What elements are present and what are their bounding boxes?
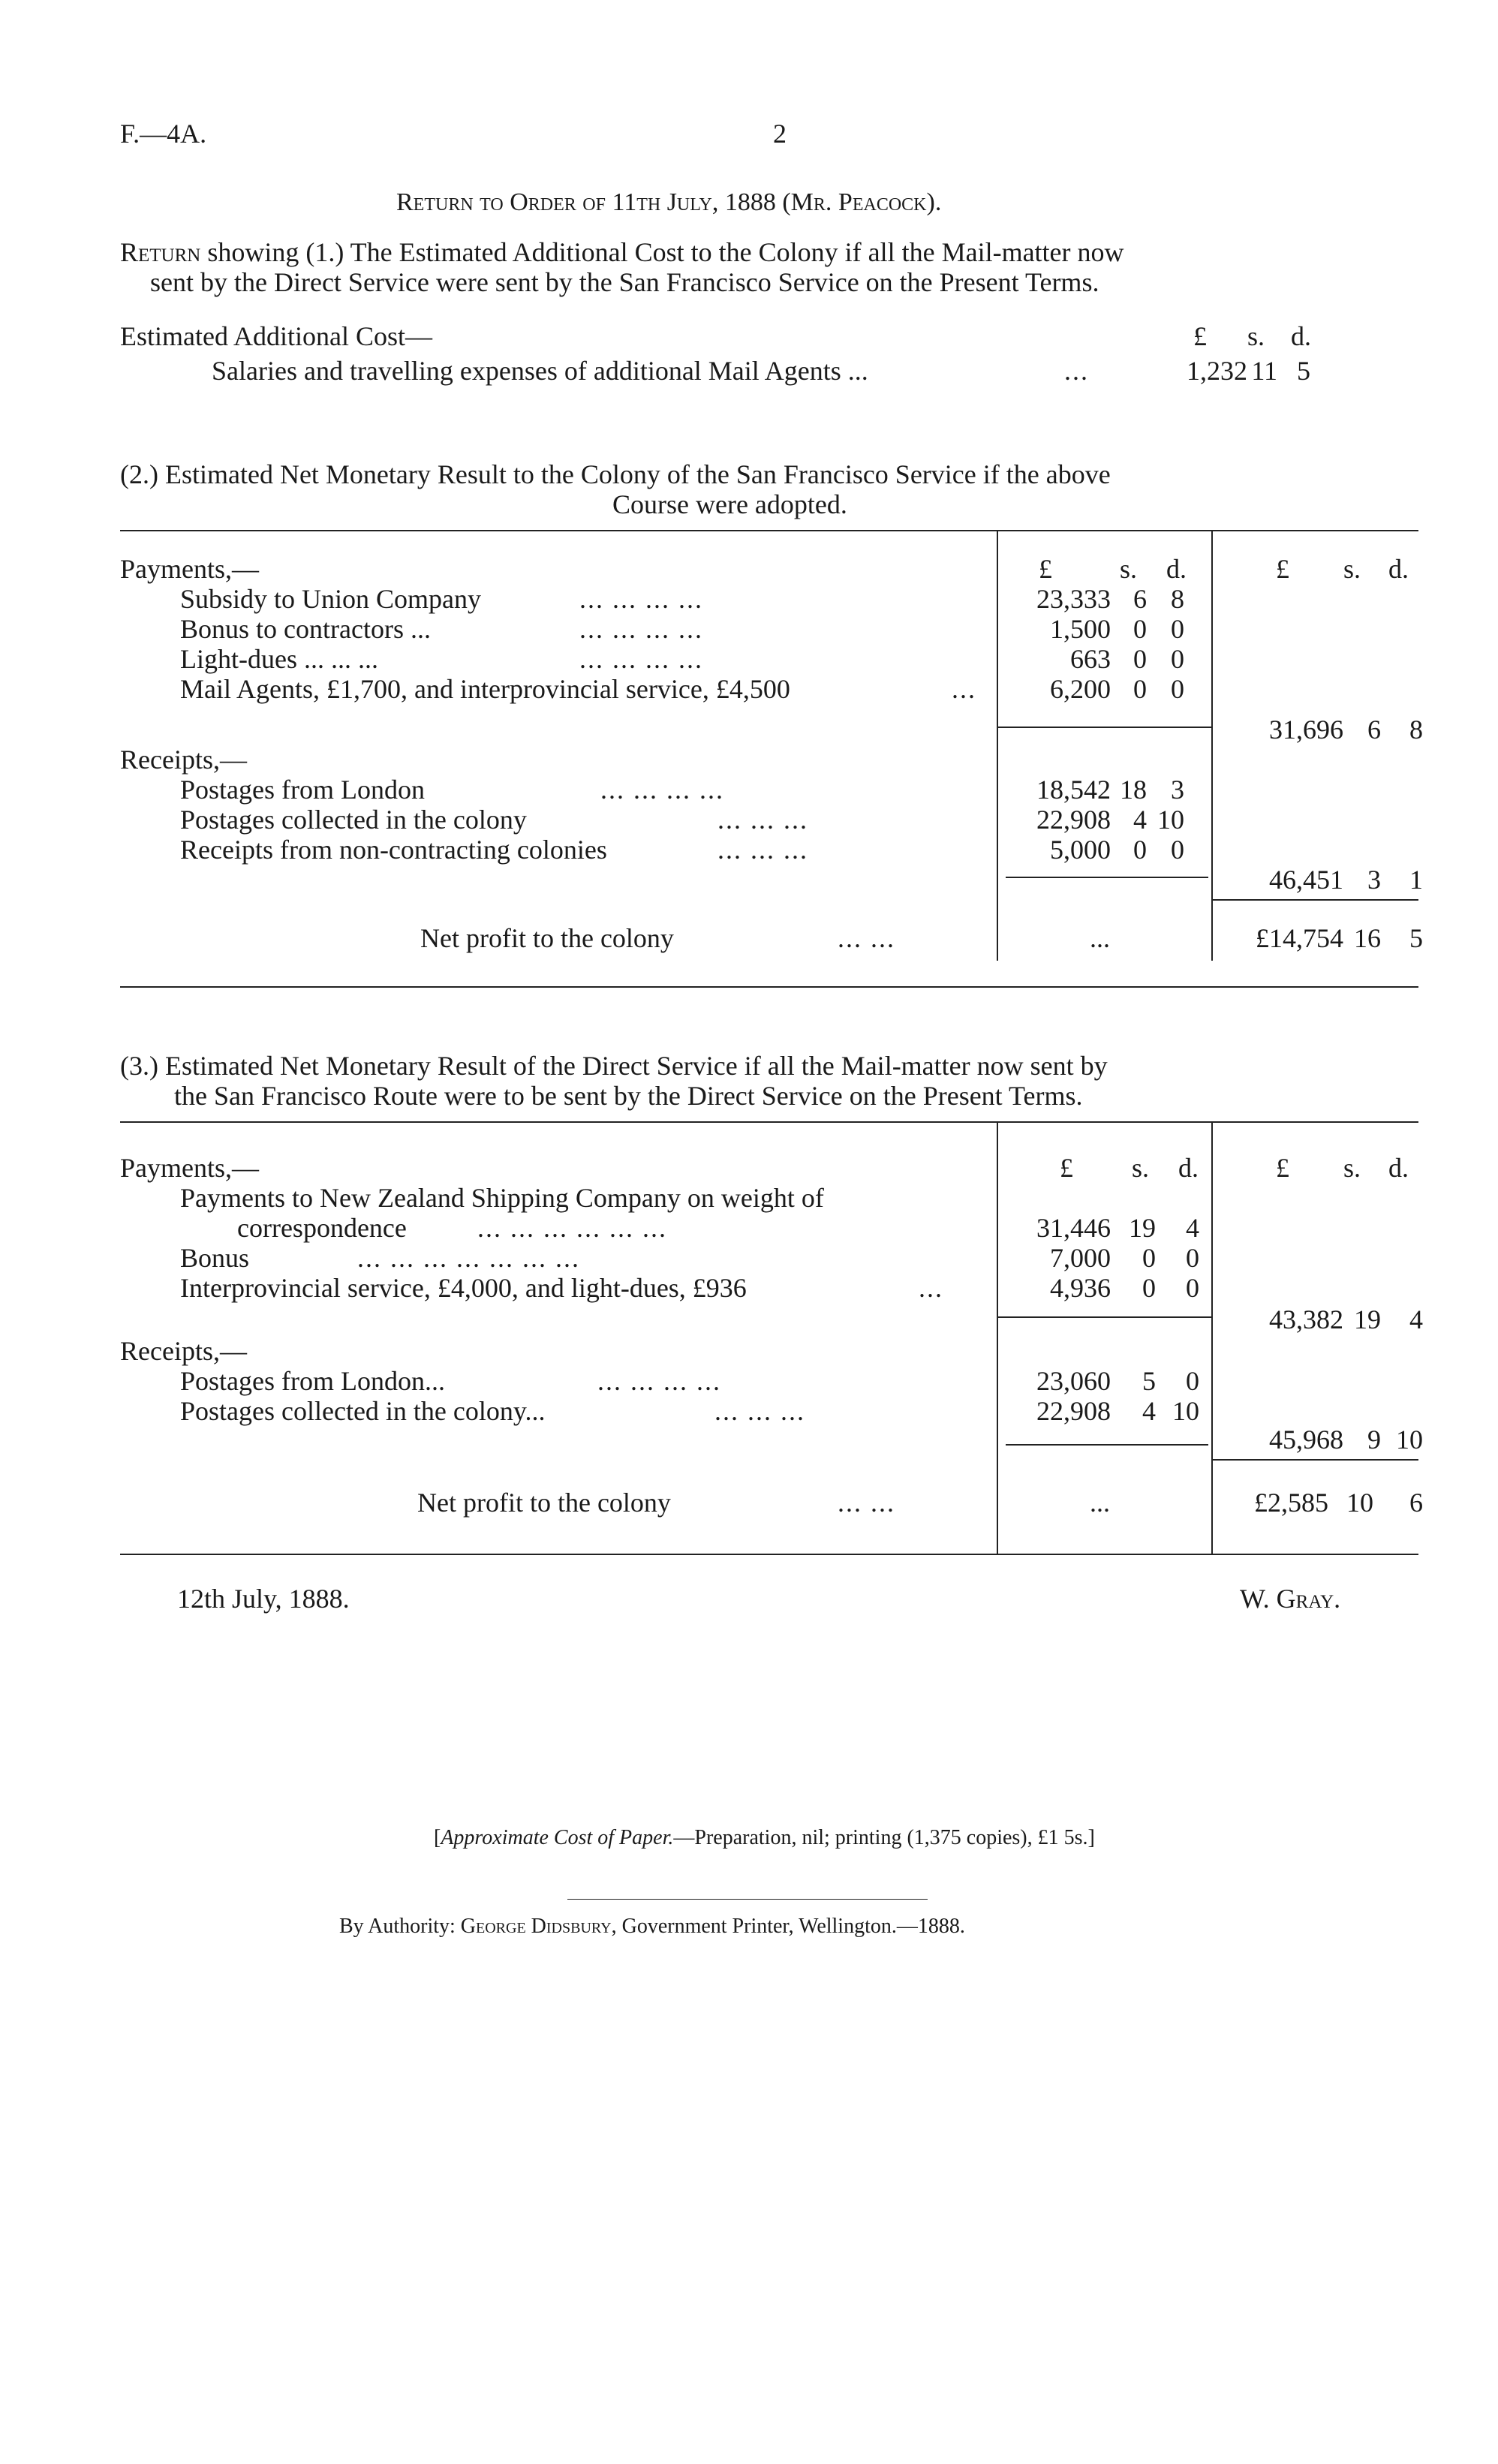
s2-receipt-label: Receipts from non-contracting colonies [180,835,607,865]
s2-receipt-shillings: 4 [1133,805,1147,835]
s2-net-dots: ... ... [838,923,895,953]
s2-receipts-label: Receipts,— [120,745,247,775]
page-number: 2 [773,119,787,149]
s2-payment-shillings: 6 [1133,584,1147,614]
s3-payment-pence: 0 [1186,1243,1199,1273]
s3-bottom-rule [120,1554,1418,1555]
s3-receipt-label: Postages from London... [180,1366,445,1396]
s2-receipt-dots: ... ... ... [717,805,808,835]
cost-of-paper-label: Approximate Cost of Paper. [441,1826,674,1849]
s2-total-rule [1211,899,1418,901]
s3-payment-shillings: 19 [1129,1213,1156,1243]
s2-receipt-shillings: 18 [1120,775,1147,805]
s3-receipt-dots: ... ... ... ... [597,1366,721,1396]
s3-receipt-dots: ... ... ... [714,1396,805,1426]
intro-line-1 [120,237,1124,267]
s3-payments-total-pence: 4 [1409,1304,1423,1334]
intro-text-1: showing (1.) The Estimated Additional Cost to the Colony if all the Mail-matter now [207,237,1124,267]
s3-payment-label: correspondence [237,1213,407,1243]
s3-receipt-pounds: 22,908 [1036,1396,1111,1426]
s3-receipt-label: Postages collected in the colony... [180,1396,546,1426]
s1-pence-header: d. [1291,321,1311,351]
s2-right-shilling-header: s. [1343,554,1361,584]
s3-payment-shillings: 0 [1142,1243,1156,1273]
salaries-dots: ... [1064,356,1089,386]
s3-net-pounds: £2,585 [1254,1488,1328,1518]
s2-payment-pounds: 663 [1070,644,1111,674]
s2-receipt-pounds: 18,542 [1036,775,1111,805]
s3-payment-label: Interprovincial service, £4,000, and light-dues, £936 [180,1273,747,1303]
printer-imprint [339,1914,965,1939]
s2-net-pence: 5 [1409,923,1423,953]
s2-payments-total-pence: 8 [1409,715,1423,745]
intro-lead: Return [120,237,201,267]
s2-payment-dots: ... [952,674,976,704]
s2-receipts-total-pence: 1 [1409,865,1423,895]
s2-heading-line-1: (2.) Estimated Net Monetary Result to the Colony of the San Francisco Service if the above [120,459,1111,489]
s3-receipt-pounds: 23,060 [1036,1366,1111,1396]
s3-right-pence-header: d. [1388,1153,1409,1183]
salaries-pence: 5 [1297,356,1310,386]
s3-left-pound-header: £ [1060,1153,1073,1183]
s2-receipt-pence: 3 [1171,775,1184,805]
s2-payment-label: Bonus to contractors ... [180,614,431,644]
cost-of-paper-detail: —Preparation, nil; printing (1,375 copies), £1 5s. [673,1826,1088,1849]
s2-payments-label: Payments,— [120,554,259,584]
s2-receipt-pence: 10 [1157,805,1184,835]
s3-total-rule [1211,1459,1418,1461]
s2-net-label: Net profit to the colony [420,923,674,953]
s2-receipt-pounds: 22,908 [1036,805,1111,835]
s3-receipt-shillings: 5 [1142,1366,1156,1396]
salaries-pounds: 1,232 [1187,356,1247,386]
s2-right-pound-header: £ [1276,554,1289,584]
signoff-signature: W. Gray. [1240,1584,1341,1614]
s3-receipts-total-shillings: 9 [1367,1425,1381,1455]
s2-payment-pounds: 6,200 [1050,674,1111,704]
s3-receipts-label: Receipts,— [120,1336,247,1366]
imprint-rest: Government Printer, Wellington.—1888. [621,1915,965,1938]
s2-receipt-shillings: 0 [1133,835,1147,865]
s2-bottom-rule [120,986,1418,988]
s3-net-placeholder: ... [1090,1488,1110,1518]
s2-receipt-label: Postages from London [180,775,425,805]
page-reference: F.—4A. [120,119,207,149]
salaries-label: Salaries and travelling expenses of additional Mail Agents ... [212,356,868,386]
s3-payment-shillings: 0 [1142,1273,1156,1303]
s2-payment-dots: ... ... ... ... [579,584,703,614]
s2-payment-pence: 0 [1171,674,1184,704]
footer-rule [567,1899,928,1900]
s2-payment-pounds: 23,333 [1036,584,1111,614]
s2-receipts-total-pounds: 46,451 [1269,865,1343,895]
s3-payments-total-shillings: 19 [1354,1304,1381,1334]
s2-heading-line-2: Course were adopted. [612,489,847,519]
s2-receipt-pence: 0 [1171,835,1184,865]
s3-payment-label: Bonus [180,1243,250,1273]
s3-right-pound-header: £ [1276,1153,1289,1183]
s2-right-column-rule [1211,530,1213,961]
s2-receipt-label: Postages collected in the colony [180,805,527,835]
s3-payments-intro: Payments to New Zealand Shipping Company on weight of [180,1183,824,1213]
s3-left-shilling-header: s. [1132,1153,1150,1183]
s3-payment-dots: ... ... ... ... ... ... [477,1213,667,1243]
s3-receipts-subtotal-rule [1006,1444,1208,1446]
intro-line-2: sent by the Direct Service were sent by the San Francisco Service on the Present Terms. [150,267,1099,297]
s1-pound-header: £ [1193,321,1207,351]
s2-left-pence-header: d. [1166,554,1187,584]
salaries-shillings: 11 [1251,356,1277,386]
s3-receipts-total-pence: 10 [1396,1425,1423,1455]
s2-receipts-subtotal-rule [1006,877,1208,878]
s3-payment-pence: 0 [1186,1273,1199,1303]
s2-payment-shillings: 0 [1133,674,1147,704]
s2-payment-shillings: 0 [1133,614,1147,644]
s2-payment-label: Light-dues ... ... ... [180,644,378,674]
s1-shilling-header: s. [1247,321,1265,351]
s2-payment-dots: ... ... ... ... [579,614,703,644]
s2-payment-pounds: 1,500 [1050,614,1111,644]
s2-receipts-total-shillings: 3 [1367,865,1381,895]
s3-payments-label: Payments,— [120,1153,259,1183]
s2-payment-pence: 0 [1171,644,1184,674]
s2-net-pounds: £14,754 [1256,923,1343,953]
s3-receipt-shillings: 4 [1142,1396,1156,1426]
s2-payment-pence: 8 [1171,584,1184,614]
s3-payments-total-pounds: 43,382 [1269,1304,1343,1334]
s3-payment-pounds: 4,936 [1050,1273,1111,1303]
s3-payment-dots: ... [919,1273,943,1303]
s3-top-rule [120,1121,1418,1123]
s3-net-label: Net profit to the colony [417,1488,671,1518]
s2-payment-label: Mail Agents, £1,700, and interprovincial service, £4,500 [180,674,790,704]
s2-payments-total-shillings: 6 [1367,715,1381,745]
s2-receipt-dots: ... ... ... ... [600,775,724,805]
s2-payments-subtotal-rule [997,727,1211,728]
s3-heading-line-1: (3.) Estimated Net Monetary Result of the Direct Service if all the Mail-matter now sent by [120,1051,1108,1081]
s2-top-rule [120,530,1418,531]
s3-receipt-pence: 0 [1186,1366,1199,1396]
s3-net-shillings: 10 [1346,1488,1373,1518]
additional-cost-heading: Estimated Additional Cost— [120,321,432,351]
s3-heading-line-2: the San Francisco Route were to be sent by the Direct Service on the Present Terms. [174,1081,1083,1111]
s3-net-dots: ... ... [838,1488,895,1518]
imprint-lead: By Authority: [339,1915,456,1938]
s3-left-pence-header: d. [1178,1153,1199,1183]
s2-net-shillings: 16 [1354,923,1381,953]
s3-right-shilling-header: s. [1343,1153,1361,1183]
s3-payment-pounds: 31,446 [1036,1213,1111,1243]
cost-of-paper-note: [Approximate Cost of Paper.—Preparation, nil; printing (1,375 copies), £1 5s.] [434,1826,1095,1849]
s2-payment-shillings: 0 [1133,644,1147,674]
s3-receipts-total-pounds: 45,968 [1269,1425,1343,1455]
s2-receipt-dots: ... ... ... [717,835,808,865]
s2-net-placeholder: ... [1090,923,1110,953]
s3-payment-pence: 4 [1186,1213,1199,1243]
s2-left-column-rule [997,530,998,961]
s3-payment-dots: ... ... ... ... ... ... ... [357,1243,580,1273]
s2-receipt-pounds: 5,000 [1050,835,1111,865]
s3-payments-subtotal-rule [997,1316,1211,1318]
s2-payment-pence: 0 [1171,614,1184,644]
s3-net-pence: 6 [1409,1488,1423,1518]
s3-receipt-pence: 10 [1172,1396,1199,1426]
s3-payment-pounds: 7,000 [1050,1243,1111,1273]
s2-payments-total-pounds: 31,696 [1269,715,1343,745]
s2-left-pound-header: £ [1039,554,1052,584]
signoff-date: 12th July, 1888. [177,1584,350,1614]
return-title: Return to Order of 11th July, 1888 (Mr. Peacock). [396,188,942,216]
s2-payment-dots: ... ... ... ... [579,644,703,674]
s2-right-pence-header: d. [1388,554,1409,584]
s2-left-shilling-header: s. [1120,554,1138,584]
imprint-printer-name: George Didsbury, [460,1915,617,1938]
s3-left-column-rule [997,1121,998,1554]
s2-payment-label: Subsidy to Union Company [180,584,482,614]
